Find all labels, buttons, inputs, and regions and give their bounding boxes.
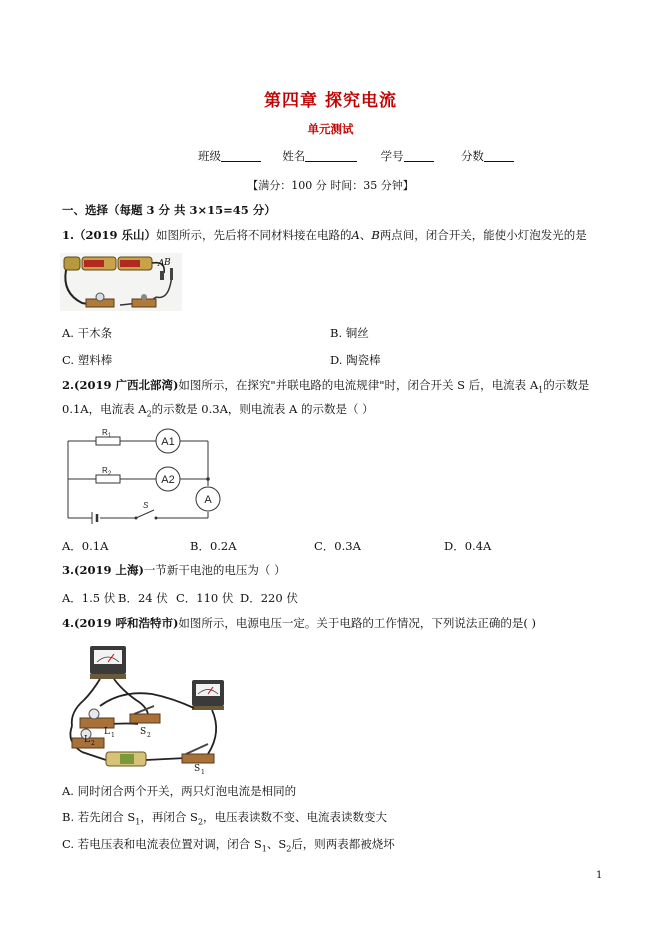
student-info-row	[198, 148, 514, 164]
q4-fig-l1-sub: 1	[111, 732, 115, 739]
question-2-line-2	[62, 398, 374, 425]
q4-option-b[interactable]	[62, 809, 387, 826]
q2-fig-s-label: S	[143, 501, 149, 510]
q4-fig-s1-sub: 1	[201, 769, 205, 774]
name-blank[interactable]	[305, 149, 357, 162]
q4-option-a[interactable]: A. 同时闭合两个开关，两只灯泡电流是相同的	[62, 784, 297, 798]
q2-fig-a1-label: A1	[161, 436, 175, 448]
q2-source: (2019 广西北部湾)	[74, 378, 179, 392]
q2-line1-sub: 1	[538, 385, 544, 395]
q2-fig-r1-label: R	[102, 428, 108, 437]
q1-number: 1.	[62, 228, 75, 242]
q3-stem: 一节新干电池的电压为（ ）	[143, 563, 286, 577]
q4-opt-c-part2: 、S	[266, 837, 287, 851]
q1-option-d[interactable]: D. 陶瓷棒	[330, 353, 381, 367]
q2-line2a: 0.1A，电流表 A	[62, 402, 147, 416]
score-blank[interactable]	[484, 149, 514, 162]
q4-fig-l2-sub: 2	[91, 740, 95, 747]
q1-point-b: B	[371, 228, 380, 242]
q1-stem-a: 如图所示，先后将不同材料接在电路的	[156, 228, 352, 242]
question-4-stem	[62, 612, 536, 634]
q2-fig-a2-label: A2	[161, 474, 175, 486]
q3-option-d[interactable]: D．220 伏	[240, 591, 298, 605]
q4-opt-b-sub2: 2	[197, 817, 204, 827]
score-label: 分数	[460, 149, 484, 163]
q2-fig-r2-sub: 2	[108, 471, 112, 477]
q4-opt-c-sub1: 1	[261, 844, 267, 854]
q4-ammeter	[192, 680, 224, 710]
q4-opt-c-part1: C. 若电压表和电流表位置对调，闭合 S	[62, 837, 262, 851]
class-blank[interactable]	[221, 149, 261, 162]
q3-source: (2019 上海)	[74, 563, 144, 577]
q1-point-a: A	[351, 228, 360, 242]
q2-line1-end: 的示数是	[543, 378, 590, 392]
chapter-title: 第四章 探究电流	[264, 91, 397, 111]
q4-opt-c-sub2: 2	[286, 844, 292, 854]
class-label: 班级	[198, 149, 221, 163]
q4-opt-b-part1: B. 若先闭合 S	[62, 810, 136, 824]
question-1-stem	[62, 224, 587, 246]
q4-fig-s2-label: S	[140, 727, 147, 737]
exam-meta: 【满分：100 分 时间：35 分钟】	[247, 179, 414, 192]
question-3-stem	[62, 559, 286, 581]
q1-circuit-figure	[60, 253, 182, 311]
q4-opt-b-sub1: 1	[135, 817, 141, 827]
q1-option-a[interactable]: A. 干木条	[62, 326, 113, 340]
q2-line2b: 的示数是 0.3A，则电流表 A 的示数是（ ）	[151, 402, 374, 416]
section-heading: 一、选择（每题 3 分 共 3×15=45 分）	[62, 203, 276, 217]
q3-option-a[interactable]: A．1.5 伏	[62, 591, 116, 605]
q1-fig-label-b: B	[164, 258, 171, 268]
q4-option-c[interactable]	[62, 836, 395, 853]
q4-switch-s1	[182, 754, 214, 763]
q1-source: （2019 乐山）	[74, 228, 157, 242]
q2-option-a[interactable]: A．0.1A	[62, 539, 109, 553]
q3-number: 3.	[62, 563, 75, 577]
id-label: 学号	[380, 149, 404, 163]
q2-line1: 如图所示，在探究"并联电路的电流规律"时，闭合开关 S 后，电流表 A	[178, 378, 539, 392]
q4-opt-b-part3: ，电压表读数不变、电流表读数变大	[203, 810, 388, 824]
q1-stem-b: 两点间，闭合开关，能使小灯泡发光的是	[379, 228, 587, 242]
q4-fig-l2-label: L	[84, 735, 90, 745]
q1-option-b[interactable]: B. 铜丝	[330, 326, 369, 340]
q4-circuit-photo	[62, 642, 242, 774]
q4-number: 4.	[62, 616, 75, 630]
q4-stem: 如图所示，电源电压一定。关于电路的工作情况，下列说法正确的是( )	[178, 616, 537, 630]
q4-fig-s2-sub: 2	[147, 732, 151, 739]
unit-test-subtitle: 单元测试	[307, 122, 354, 136]
q1-sep: 、	[359, 228, 372, 242]
q1-option-c[interactable]: C. 塑料棒	[62, 353, 113, 367]
q4-source: (2019 呼和浩特市)	[74, 616, 179, 630]
q2-fig-a-label: A	[204, 494, 212, 506]
q4-lamp-l1	[89, 709, 99, 719]
q4-opt-c-part3: 后，则两表都被烧坏	[291, 837, 395, 851]
q2-option-d[interactable]: D．0.4A	[444, 539, 492, 553]
q4-fig-s1-label: S	[194, 764, 201, 774]
page-number: 1	[596, 870, 603, 881]
q4-opt-b-part2: ，再闭合 S	[140, 810, 198, 824]
q2-line2-sub: 2	[146, 409, 152, 419]
q2-number: 2.	[62, 378, 75, 392]
q2-circuit-diagram	[60, 428, 225, 528]
id-blank[interactable]	[404, 149, 434, 162]
q4-switch-s2	[130, 714, 160, 723]
q2-option-b[interactable]: B．0.2A	[190, 539, 237, 553]
q2-fig-r2-label: R	[102, 466, 108, 475]
q4-fig-l1-label: L	[104, 727, 110, 737]
name-label: 姓名	[282, 149, 306, 163]
q2-fig-r1-sub: 1	[108, 433, 112, 439]
q4-voltmeter	[90, 646, 126, 679]
q3-option-c[interactable]: C．110 伏	[176, 591, 234, 605]
q2-option-c[interactable]: C．0.3A	[314, 539, 361, 553]
q3-option-b[interactable]: B．24 伏	[118, 591, 168, 605]
q1-fig-label-a: A	[158, 259, 165, 269]
